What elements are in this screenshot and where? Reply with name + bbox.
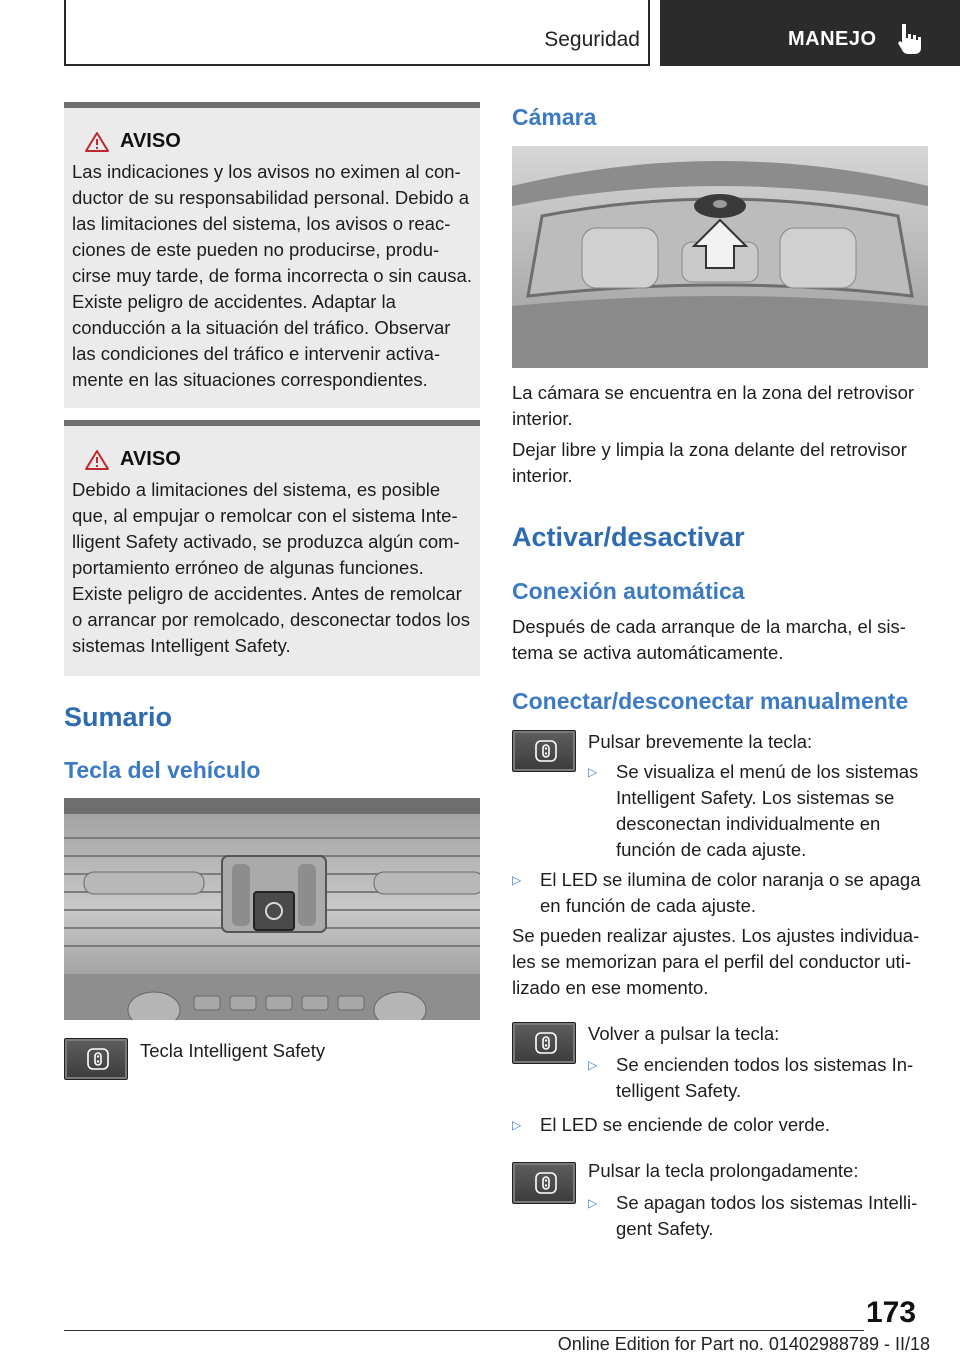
warning-title: AVISO [120, 448, 181, 470]
heading-camera: Cámara [512, 104, 597, 130]
camera-text-clean: Dejar libre y limpia la zona delante del retrovisor interior. [512, 439, 907, 486]
warning-title-row [84, 130, 472, 153]
safety-shield-icon [534, 739, 558, 763]
header-rule-bottom [64, 64, 650, 66]
page-number: 173 [866, 1296, 917, 1329]
chapter-tab[interactable] [660, 0, 960, 66]
header-rule-left [64, 0, 66, 66]
heading-manual: Conectar/desconectar manualmente [512, 688, 909, 714]
warning-title: AVISO [120, 130, 181, 152]
footer-edition: Online Edition for Part no. 01402988789 - II/18 [557, 1334, 930, 1354]
bullet-text: Se visualiza el menú de los sistemas Intelligent Safety. Los sistemas se desconectan individualmente en función de cada ajuste. [616, 761, 919, 860]
settings-text: Se pueden realizar ajustes. Los ajustes individuales se memorizan para el perfil del conductor utilizado en ese momento. [512, 925, 920, 998]
step2-bullet [588, 1052, 928, 1104]
bullet-triangle-icon: ▷ [512, 873, 522, 887]
camera-windshield-photo [512, 146, 928, 368]
header-rule-right [648, 0, 650, 66]
bullet-triangle-icon: ▷ [588, 1058, 598, 1072]
bullet-text: Se encienden todos los sistemas Intelligent Safety. [616, 1054, 914, 1101]
warning-title-row [84, 448, 472, 471]
dashboard-button-photo [64, 798, 480, 1020]
intelligent-safety-button-icon [512, 1022, 576, 1064]
bullet-text: El LED se enciende de color verde. [540, 1114, 831, 1135]
heading-automatic: Conexión automática [512, 578, 745, 604]
heading-vehicle-button: Tecla del vehículo [64, 757, 261, 783]
intelligent-safety-button-icon [512, 1162, 576, 1204]
warning-box-2 [64, 420, 480, 676]
chapter-title: MANEJO [788, 28, 877, 50]
warning-body: Las indicaciones y los avisos no eximen al conductor de su responsabilidad personal. Debido a las limitaciones del sistema, los avisos o reacciones de este pueden no producirse, producirse muy tarde, de forma incorrecta o sin causa. Existe peligro de accidentes. Adaptar la conducción a la situación del tráfico. Observar las condiciones del tráfico e intervenir activamente en las situaciones correspondientes. [72, 161, 472, 390]
safety-shield-icon [534, 1031, 558, 1055]
section-title: Seguridad [544, 28, 640, 51]
automatic-text: Después de cada arranque de la marcha, el sistema se activa automáticamente. [512, 616, 906, 663]
bullet-triangle-icon: ▷ [588, 1196, 598, 1210]
step2-text: Volver a pulsar la tecla: [588, 1023, 780, 1044]
step1-text: Pulsar brevemente la tecla: [588, 731, 813, 752]
bullet-triangle-icon: ▷ [512, 1118, 522, 1132]
button-caption: Tecla Intelligent Safety [140, 1040, 326, 1061]
led-bullet-2 [512, 1112, 928, 1138]
safety-shield-icon [86, 1047, 110, 1071]
led-bullet-1 [512, 867, 928, 919]
heading-activate: Activar/desactivar [512, 522, 745, 552]
warning-triangle-icon [84, 449, 110, 471]
step1-bullet [588, 759, 928, 863]
bullet-text: El LED se ilumina de color naranja o se apaga en función de cada ajuste. [540, 869, 921, 916]
hand-pointer-icon [896, 22, 926, 56]
camera-text-location: La cámara se encuentra en la zona del retrovisor interior. [512, 382, 915, 429]
intelligent-safety-button-icon [512, 730, 576, 772]
step3-bullet [588, 1190, 928, 1242]
intelligent-safety-button-icon [64, 1038, 128, 1080]
warning-triangle-icon [84, 131, 110, 153]
warning-body: Debido a limitaciones del sistema, es posible que, al empujar o remolcar con el sistema Intelligent Safety activado, se produzca algún comportamiento erróneo de algunas funciones. Existe peligro de accidentes. Antes de remolcar o arrancar por remolcado, desconectar todos los sistemas Intelligent Safety. [72, 479, 470, 656]
bullet-text: Se apagan todos los sistemas Intelligent Safety. [616, 1192, 918, 1239]
step3-text: Pulsar la tecla prolongadamente: [588, 1160, 859, 1181]
warning-box-1 [64, 102, 480, 408]
bullet-triangle-icon: ▷ [588, 765, 598, 779]
safety-shield-icon [534, 1171, 558, 1195]
footer-rule [64, 1330, 864, 1331]
heading-overview: Sumario [64, 702, 173, 732]
